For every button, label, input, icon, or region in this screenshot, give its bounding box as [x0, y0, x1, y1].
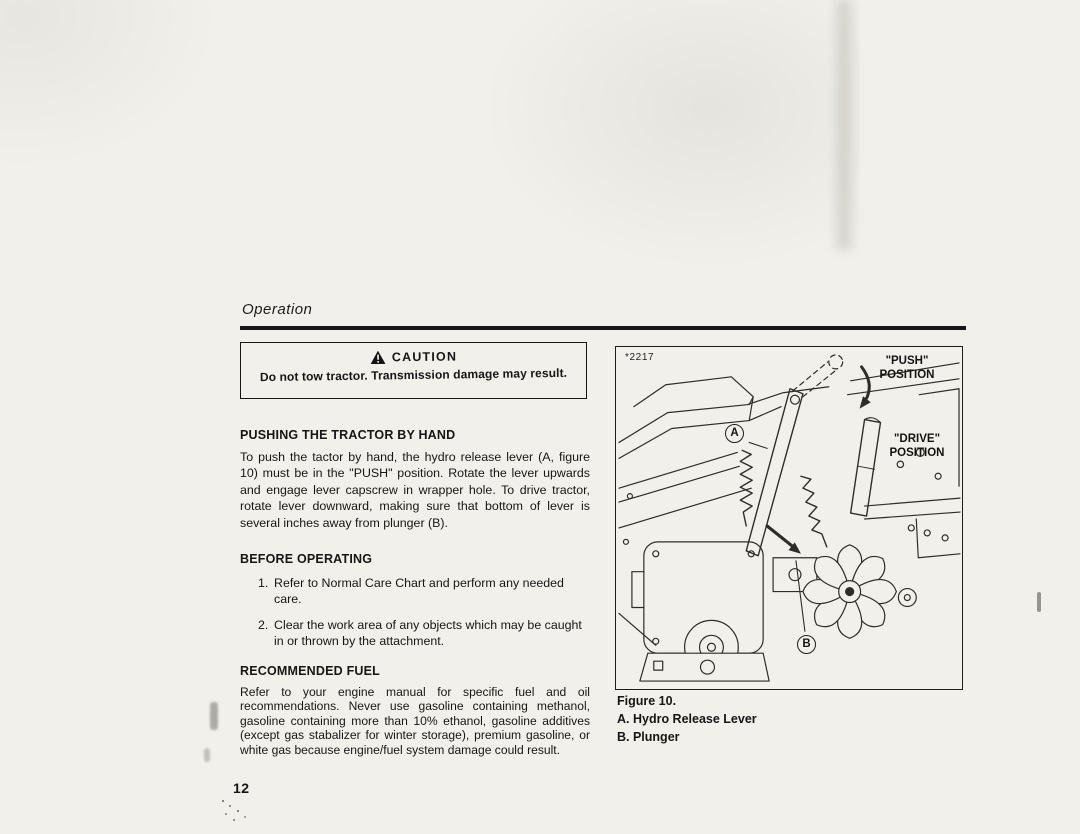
section-body: To push the tactor by hand, the hydro release lever (A, figure 10) must be in the "PUSH" position. Rotate the lever upwards and engage lever capscrew in wrapper hole. To drive tractor, rotate lever downward, making sure that bottom of lever is several inches away from plunger (B). — [240, 450, 590, 530]
list-item — [240, 575, 590, 608]
section-pushing-the-tractor — [240, 428, 590, 531]
section-before-operating — [240, 552, 590, 650]
page-header: Operation — [242, 301, 313, 318]
section-heading: RECOMMENDED FUEL — [240, 664, 381, 678]
list-item — [240, 617, 590, 650]
caution-text: Do not tow tractor. Transmission damage may result. — [259, 365, 568, 385]
caution-box — [240, 342, 587, 399]
hydro-release-lever-drawing — [746, 355, 869, 556]
scan-artifact — [210, 702, 218, 730]
figure-caption-a: A. Hydro Release Lever — [617, 712, 757, 726]
push-label-line1: "PUSH" — [885, 355, 929, 367]
push-position-label — [856, 354, 958, 382]
page-number: 12 — [233, 780, 250, 796]
drive-position-label — [874, 432, 960, 460]
callout-b: B — [797, 635, 816, 654]
caution-title: CAUTION — [391, 349, 458, 365]
caution-title-row — [241, 348, 586, 366]
list-text: Refer to Normal Care Chart and perform any needed care. — [274, 576, 564, 607]
list-number: 2. — [258, 617, 269, 632]
section-heading: BEFORE OPERATING — [240, 552, 373, 566]
drive-label-line1: "DRIVE" — [893, 433, 941, 445]
figure-caption-title: Figure 10. — [617, 694, 677, 708]
list-number: 1. — [258, 576, 269, 590]
section-body: Refer to your engine manual for specific fuel and oil recommendations. Never use gasoline containing methanol, gasoline containing more than 10% ethanol, gasoline additives (except gas stabalizer for winter storage), premium gasoline, or white gas because engine/fuel system damage could result. — [240, 685, 590, 757]
figure-caption — [617, 692, 757, 746]
figure-10 — [615, 346, 963, 690]
figure-10-drawing — [616, 347, 962, 689]
callout-a: A — [725, 424, 744, 443]
fan-drawing — [803, 545, 896, 638]
section-recommended-fuel — [240, 664, 590, 757]
figure-caption-b: B. Plunger — [617, 730, 680, 744]
scan-artifact — [222, 800, 224, 802]
scan-artifact — [0, 0, 220, 170]
drive-label-line2: POSITION — [889, 447, 945, 459]
scan-artifact — [1037, 592, 1041, 612]
section-heading: PUSHING THE TRACTOR BY HAND — [240, 428, 456, 442]
scan-artifact — [836, 0, 852, 250]
arrowheads — [789, 396, 871, 554]
push-label-line2: POSITION — [879, 369, 935, 381]
figure-photo-ref: *2217 — [625, 352, 655, 363]
tractor-body-lines — [619, 363, 960, 645]
warning-icon — [370, 350, 386, 364]
scan-artifact — [204, 748, 210, 762]
scan-artifact — [480, 0, 860, 270]
list-text: Clear the work area of any objects which may be caught in or thrown by the attachment. — [274, 617, 582, 649]
header-rule — [240, 326, 966, 330]
